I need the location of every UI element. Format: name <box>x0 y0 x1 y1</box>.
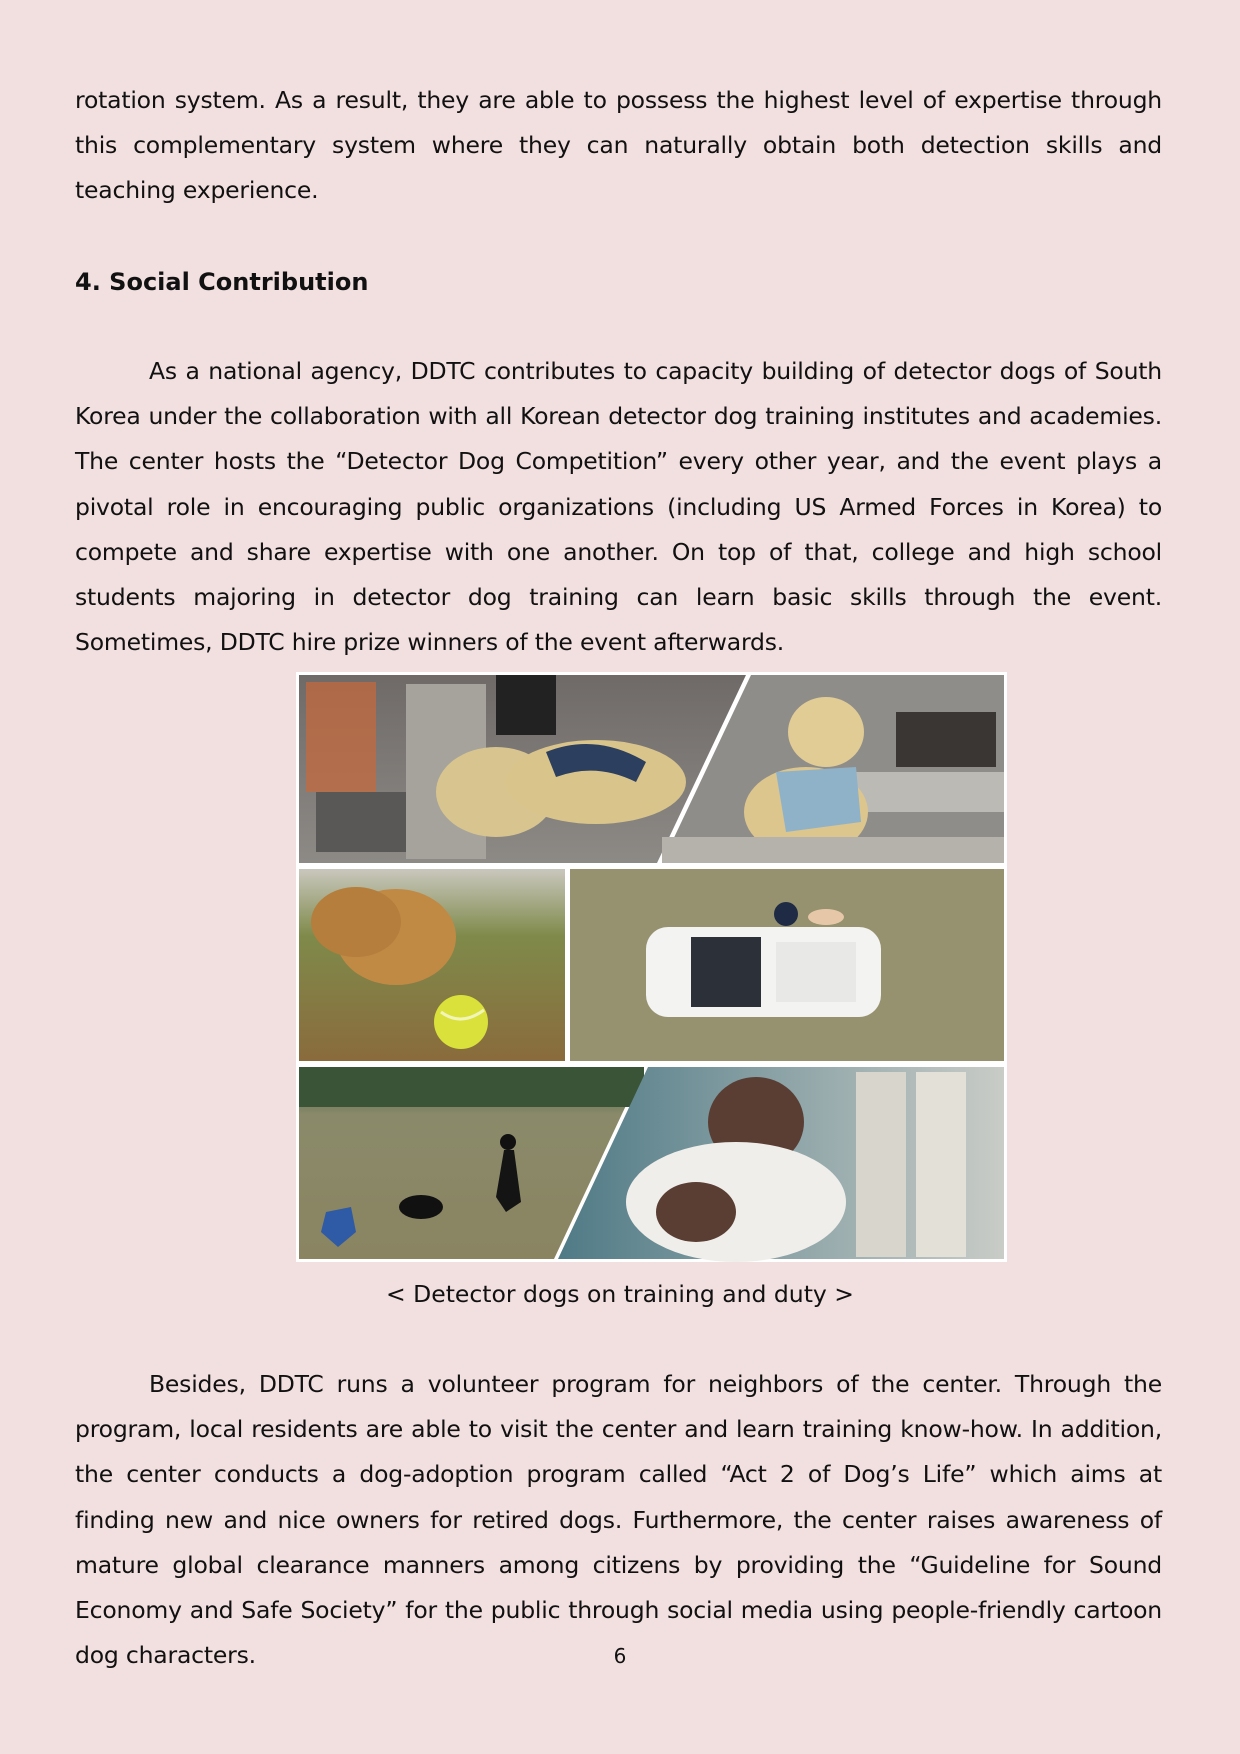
paragraph-volunteer-program: Besides, DDTC runs a volunteer program for neighbors of the center. Through the program, local residents are able to visit the center and learn training know-how. In addition, the center conducts a dog-adoption program called “Act 2 of Dog’s Life” which aims at finding new and nice owners for retired dogs. Furthermore, the center raises awareness of mature global clearance manners among citizens by providing the “Guideline for Sound Economy and Safe Society” for the public through social media using people-friendly cartoon dog characters. <box>75 1370 1162 1670</box>
section-heading-social-contribution: 4. Social Contribution <box>75 268 369 296</box>
figure-caption: < Detector dogs on training and duty > <box>386 1280 854 1308</box>
page-number: 6 <box>613 1644 627 1668</box>
photo-aerial-car-search <box>570 869 1004 1061</box>
photo-collage <box>296 672 1007 1262</box>
paragraph-national-agency: As a national agency, DDTC contributes to capacity building of detector dogs of South Korea under the collaboration with all Korean detector dog training institutes and academies. The center hosts the “Detector Dog Competition” every other year, and the event plays a pivotal role in encouraging public organizations (including US Armed Forces in Korea) to compete and share expertise with one another. On top of that, college and high school students majoring in detector dog training can learn basic skills through the event. Sometimes, DDTC hire prize winners of the event afterwards. <box>75 357 1162 657</box>
paragraph-rotation-system: rotation system. As a result, they are able to possess the highest level of expertise through this complementary system where they can naturally obtain both detection skills and teaching experience. <box>75 86 1162 205</box>
photo-dog-tennis-ball <box>299 869 565 1061</box>
